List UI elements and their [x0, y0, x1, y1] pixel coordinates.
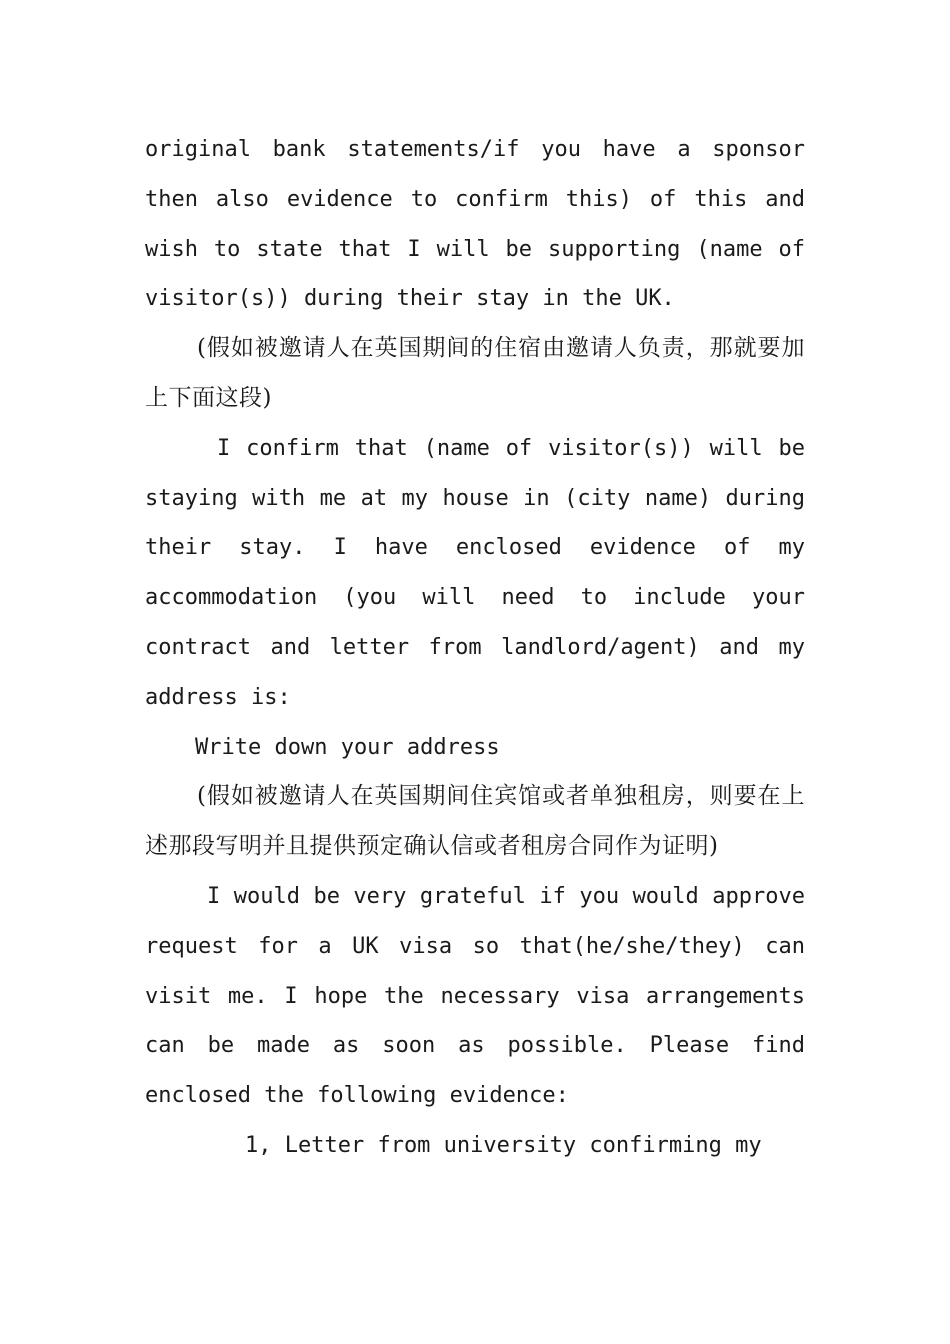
document-body [145, 125, 805, 1171]
list-item-university-letter: 1, Letter from university confirming my [245, 1132, 762, 1158]
paragraph-write-address: Write down your address [195, 734, 500, 760]
paragraph-confirm-staying: I confirm that (name of visitor(s)) will be staying with me at my house in (city name) during their stay. I have enclosed evidence of my accommodation (you will need to include your contract and letter from landlord/agent) and my address is: [145, 435, 805, 710]
paragraph-note-hotel: (假如被邀请人在英国期间住宾馆或者单独租房，则要在上述那段写明并且提供预定确认信或者租房合同作为证明) [145, 783, 805, 860]
paragraph-note-accommodation: (假如被邀请人在英国期间的住宿由邀请人负责，那就要加上下面这段) [145, 335, 805, 411]
paragraph-bank-statements: original bank statements/if you have a sponsor then also evidence to confirm this) of this and wish to state that I will be supporting (name of visitor(s)) during their stay in the UK. [145, 137, 805, 312]
paragraph-request-visa: I would be very grateful if you would approve request for a UK visa so that(he/she/they) can visit me. I hope the necessary visa arrangements can be made as soon as possible. Please find enclosed the following evidence: [145, 883, 805, 1109]
